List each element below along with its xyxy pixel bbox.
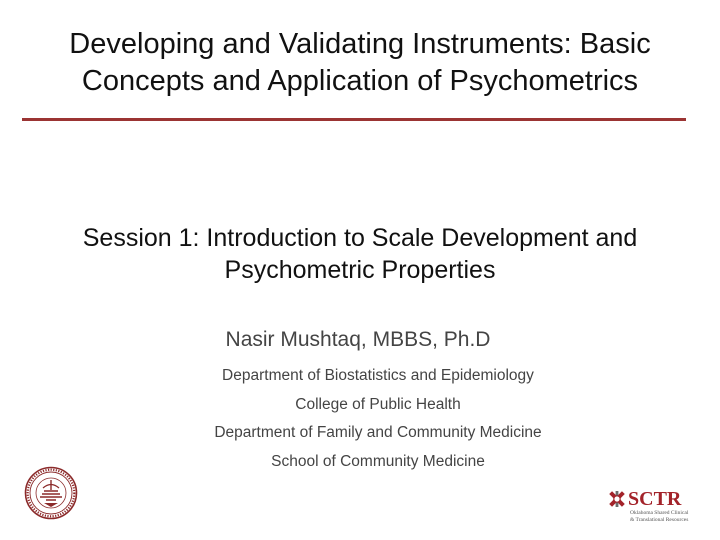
affiliation-line: School of Community Medicine [271, 452, 485, 470]
session-line-1: Session 1: Introduction to Scale Development and [82, 224, 638, 252]
logo-text: SCTR [628, 488, 682, 510]
affiliation-line: Department of Biostatistics and Epidemiology [222, 367, 534, 384]
sctr-logo-icon [606, 484, 710, 524]
logo-subtext-line: Oklahoma Shared Clinical [630, 510, 689, 516]
session-line-2: Psychometric Properties [224, 256, 496, 284]
university-seal-icon [24, 466, 78, 520]
title-line-2: Concepts and Application of Psychometrics [81, 65, 639, 97]
title-line-1: Developing and Validating Instruments: Basic [69, 28, 651, 60]
affiliation-line: College of Public Health [295, 395, 461, 413]
session-heading [20, 222, 700, 286]
author-name: Nasir Mushtaq, MBBS, Ph.D [225, 328, 491, 351]
affiliations [80, 362, 676, 476]
slide-title [20, 26, 700, 100]
logo-subtext-line: & Translational Resources [630, 517, 689, 523]
affiliation-line: Department of Family and Community Medicine [214, 424, 542, 441]
title-divider [22, 118, 686, 121]
